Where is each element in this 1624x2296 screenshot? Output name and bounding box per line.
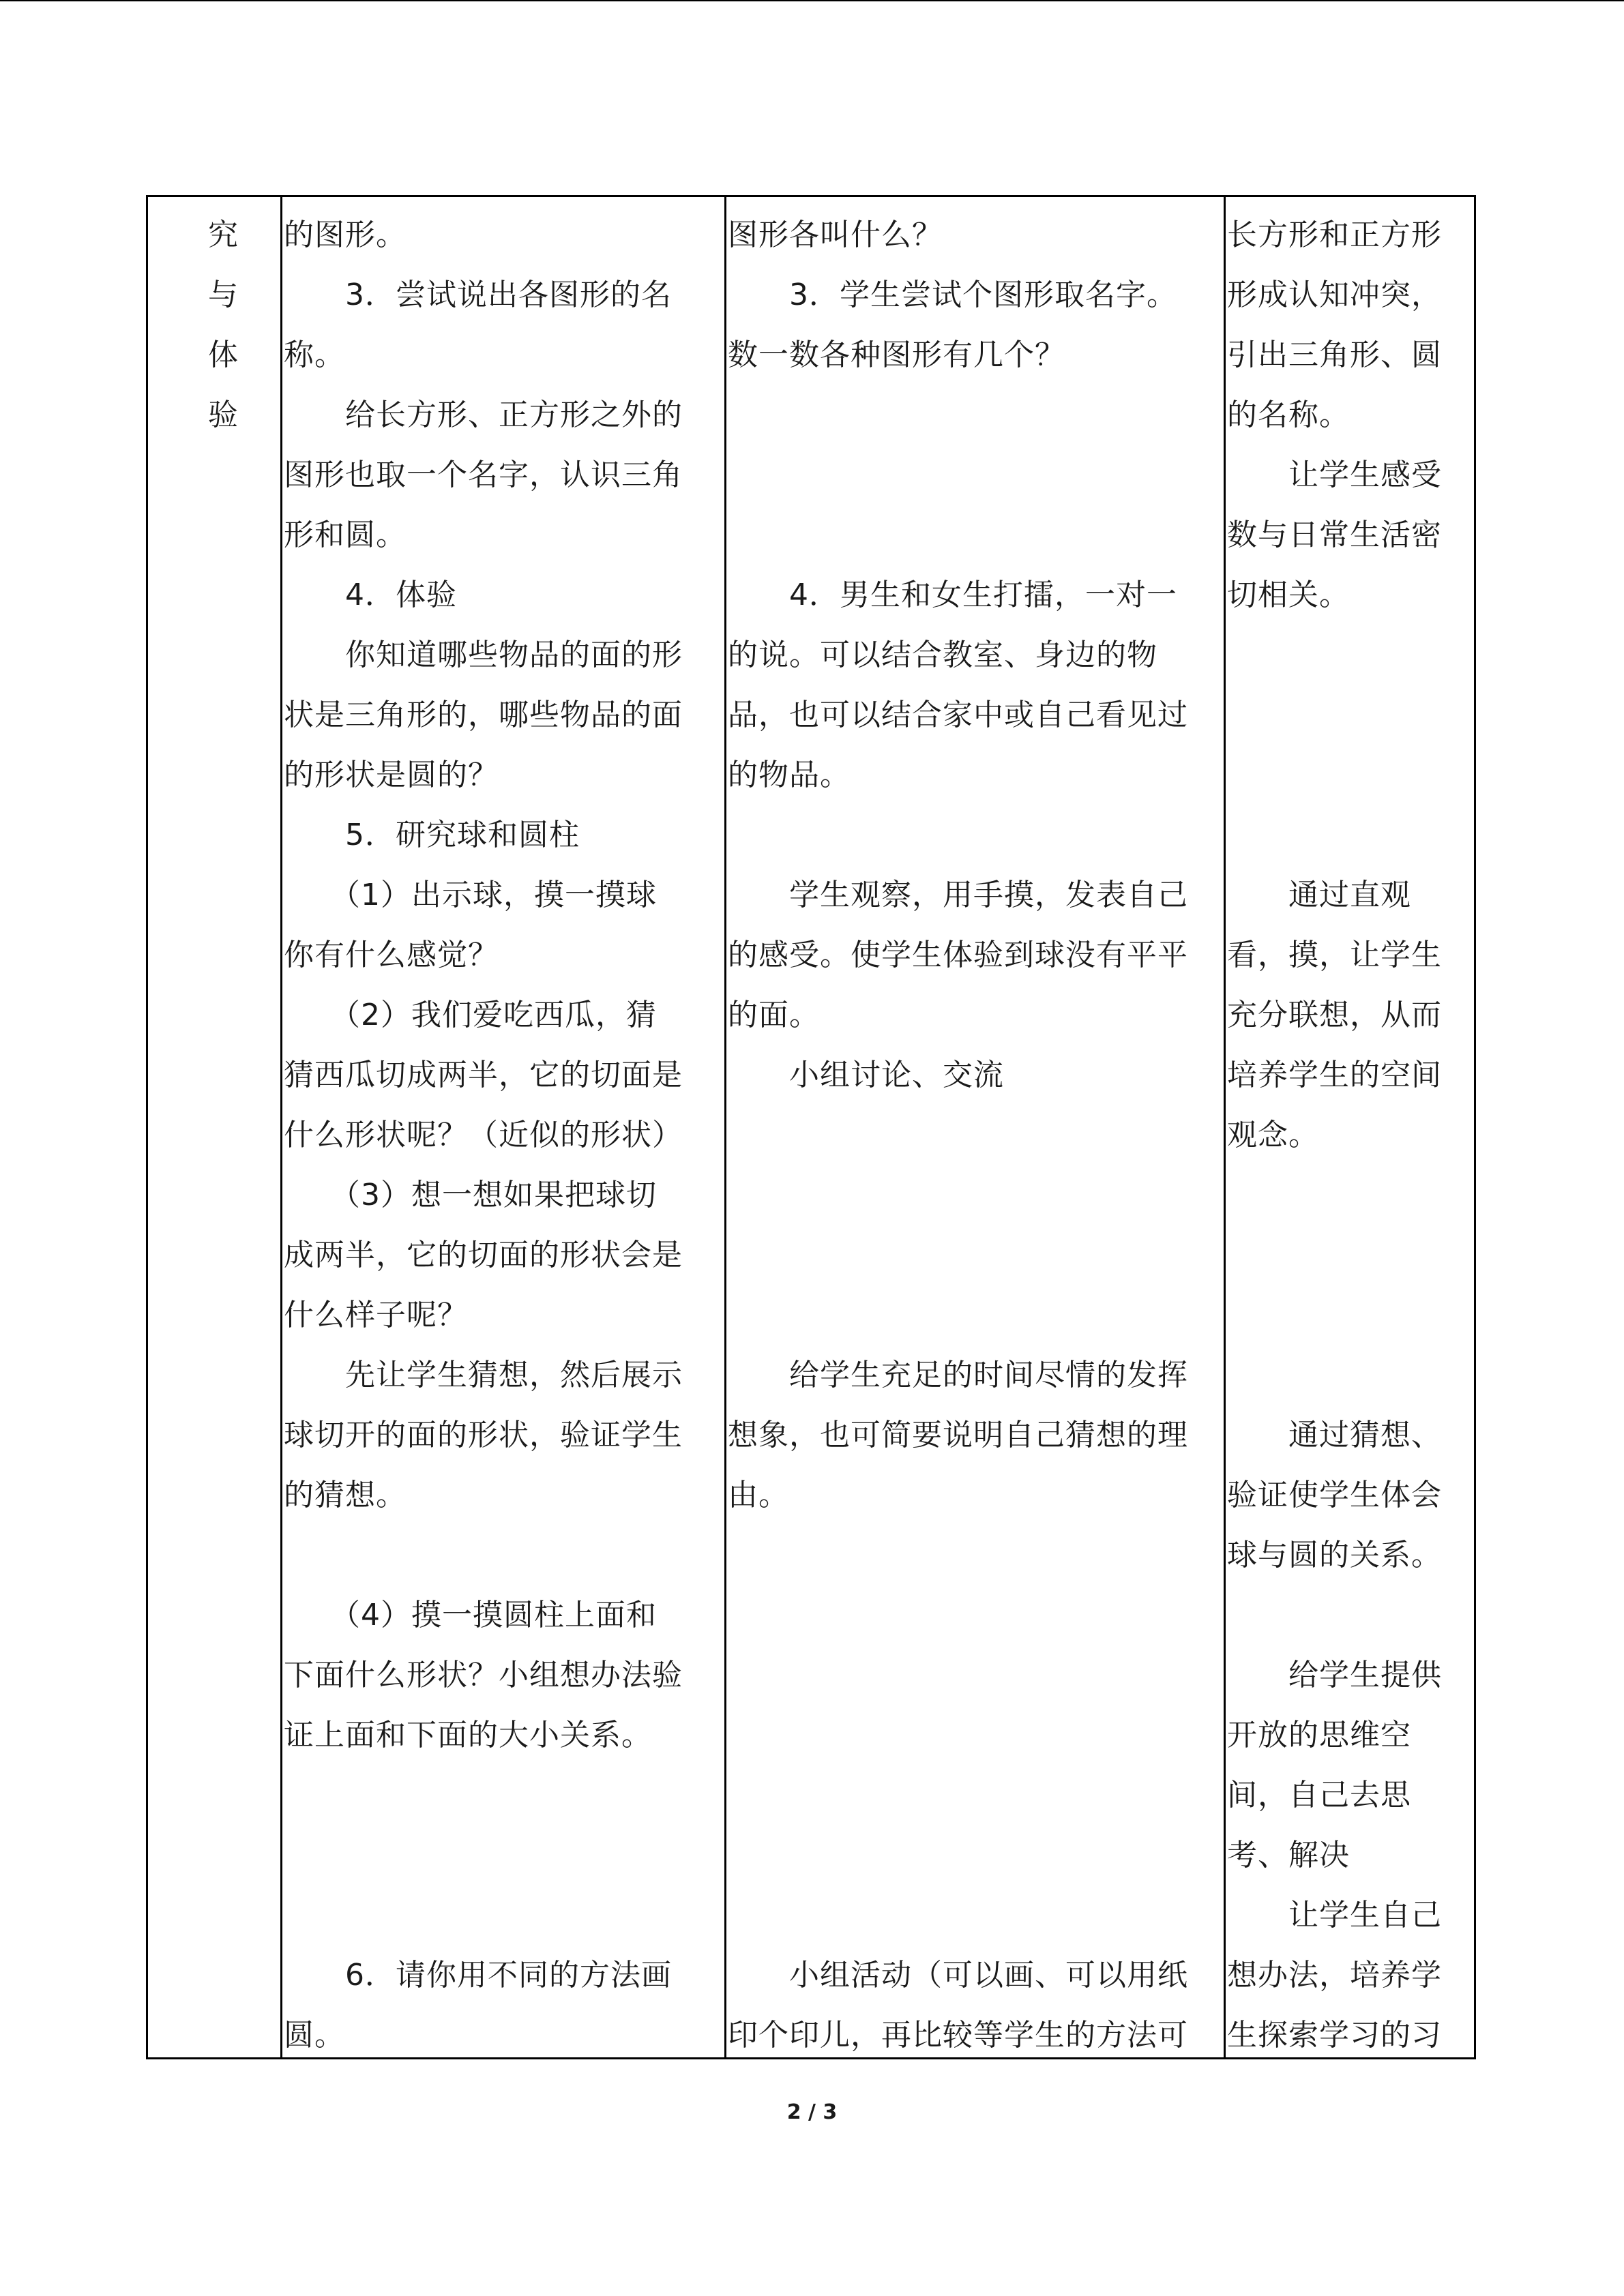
- text-line: 3．尝试说出各图形的名: [284, 278, 672, 312]
- text-line: 的图形。: [284, 218, 407, 252]
- text-line: 球切开的面的形状，验证学生: [284, 1418, 683, 1452]
- text-line: 你有什么感觉？: [284, 938, 499, 972]
- text-line: 5．研究球和圆柱: [284, 818, 580, 852]
- text-line: 给学生提供: [1227, 1658, 1442, 1693]
- text-line: 称。: [284, 338, 345, 372]
- text-line: 的面。: [728, 998, 820, 1032]
- text-line: 球与圆的关系。: [1227, 1538, 1442, 1572]
- page-number: 2 / 3: [786, 2100, 838, 2124]
- text-line: 成两半，它的切面的形状会是: [284, 1238, 683, 1272]
- text-line: 培养学生的空间: [1227, 1058, 1442, 1092]
- text-line: 猜西瓜切成两半，它的切面是: [284, 1058, 683, 1092]
- text-line: 4．体验: [284, 578, 457, 612]
- text-line: 的说。可以结合教室、身边的物: [728, 638, 1157, 672]
- top-rule: [0, 0, 1624, 1]
- text-line: 下面什么形状？小组想办法验: [284, 1658, 683, 1693]
- text-line: 小组活动（可以画、可以用纸: [728, 1958, 1188, 1993]
- text-line: 验: [208, 398, 239, 432]
- text-line: 小组讨论、交流: [728, 1058, 1004, 1092]
- text-line: 4．男生和女生打擂，一对一: [728, 578, 1177, 612]
- text-line: 充分联想，从而: [1227, 998, 1442, 1032]
- text-line: 让学生感受: [1227, 458, 1442, 492]
- text-line: 观念。: [1227, 1118, 1319, 1152]
- text-line: 什么形状呢？（近似的形状）: [284, 1118, 683, 1152]
- text-line: 的猜想。: [284, 1478, 407, 1512]
- text-line: 形和圆。: [284, 518, 407, 552]
- text-line: 你知道哪些物品的面的形: [284, 638, 683, 672]
- text-line: 给学生充足的时间尽情的发挥: [728, 1358, 1188, 1392]
- text-line: 让学生自己: [1227, 1898, 1442, 1933]
- text-line: 的名称。: [1227, 398, 1350, 432]
- text-line: 引出三角形、圆: [1227, 338, 1442, 372]
- text-line: 切相关。: [1227, 578, 1350, 612]
- text-line: 3．学生尝试个图形取名字。: [728, 278, 1177, 312]
- text-line: 究: [208, 218, 239, 252]
- text-line: 的感受。使学生体验到球没有平平: [728, 938, 1188, 972]
- text-line: 想象，也可简要说明自己猜想的理: [728, 1418, 1188, 1452]
- text-line: 给长方形、正方形之外的: [284, 398, 683, 432]
- text-line: 考、解决: [1227, 1838, 1350, 1873]
- text-line: 通过直观: [1227, 878, 1411, 912]
- text-line: 数一数各种图形有几个？: [728, 338, 1065, 372]
- text-line: 看，摸，让学生: [1227, 938, 1442, 972]
- text-line: 间，自己去思: [1227, 1778, 1411, 1813]
- text-line: 生探索学习的习: [1227, 2018, 1442, 2053]
- text-line: 的形状是圆的？: [284, 758, 499, 792]
- text-line: 由。: [728, 1478, 789, 1512]
- column-divider: [1224, 197, 1226, 2057]
- text-line: 想办法，培养学: [1227, 1958, 1442, 1993]
- text-line: 长方形和正方形: [1227, 218, 1442, 252]
- text-line: 圆。: [284, 2018, 345, 2053]
- text-line: 状是三角形的，哪些物品的面: [284, 698, 683, 732]
- text-line: （4）摸一摸圆柱上面和: [284, 1598, 657, 1632]
- text-line: 先让学生猜想，然后展示: [284, 1358, 683, 1392]
- text-line: 品，也可以结合家中或自己看见过: [728, 698, 1188, 732]
- lesson-plan-table: [146, 195, 1476, 2059]
- text-line: 验证使学生体会: [1227, 1478, 1442, 1512]
- text-line: 数与日常生活密: [1227, 518, 1442, 552]
- text-line: 形成认知冲突，: [1227, 278, 1442, 312]
- text-line: 图形各叫什么？: [728, 218, 943, 252]
- text-line: （2）我们爱吃西瓜，猜: [284, 998, 657, 1032]
- column-divider: [280, 197, 282, 2057]
- text-line: 与: [208, 278, 239, 312]
- text-line: 学生观察，用手摸，发表自己: [728, 878, 1188, 912]
- text-line: 印个印儿，再比较等学生的方法可: [728, 2018, 1188, 2053]
- text-line: 的物品。: [728, 758, 851, 792]
- text-line: 证上面和下面的大小关系。: [284, 1718, 652, 1753]
- text-line: 通过猜想、: [1227, 1418, 1442, 1452]
- text-line: 6．请你用不同的方法画: [284, 1958, 672, 1993]
- text-line: 什么样子呢？: [284, 1298, 468, 1332]
- text-line: （1）出示球，摸一摸球: [284, 878, 657, 912]
- text-line: 开放的思维空: [1227, 1718, 1411, 1753]
- column-divider: [724, 197, 726, 2057]
- text-line: （3）想一想如果把球切: [284, 1178, 657, 1212]
- text-line: 体: [208, 338, 239, 372]
- text-line: 图形也取一个名字，认识三角: [284, 458, 683, 492]
